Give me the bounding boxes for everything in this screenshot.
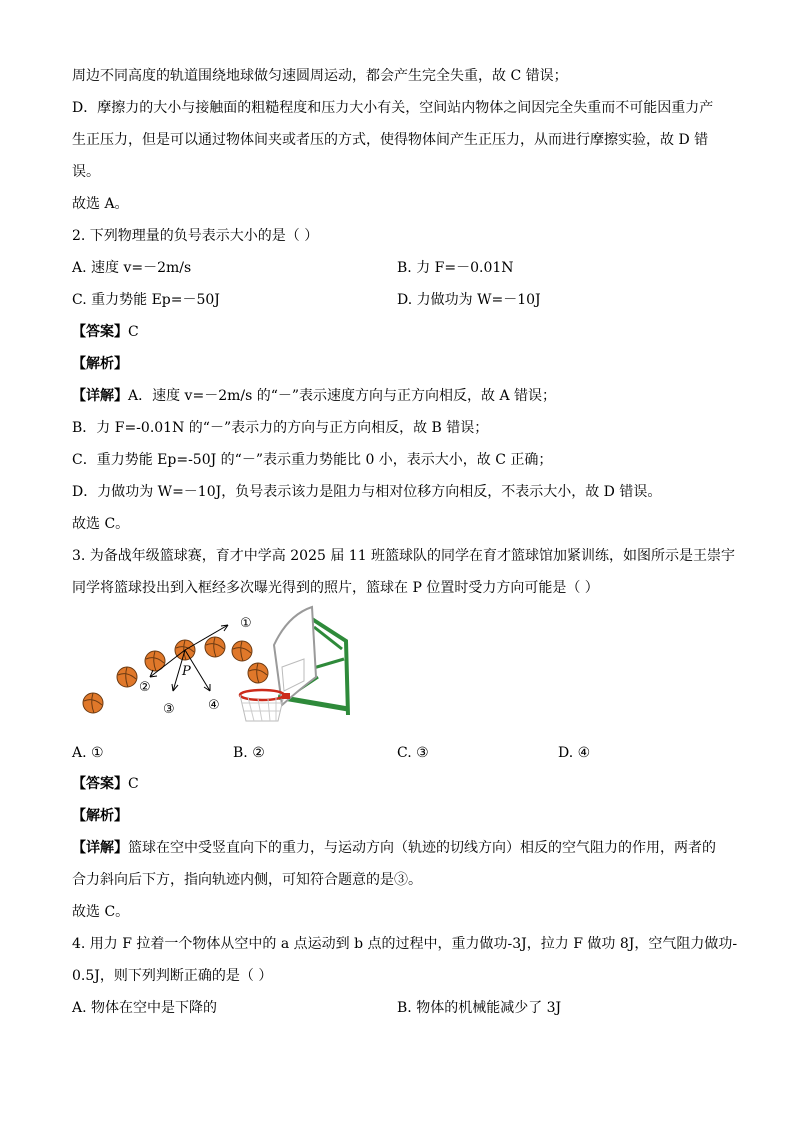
basketball xyxy=(232,641,252,661)
answer-tag: 【答案】 xyxy=(72,324,128,340)
q3-option-b: B. ② xyxy=(233,745,265,761)
basketball xyxy=(117,667,137,687)
q1-text-line: 生正压力，但是可以通过物体间夹或者压的方式，使得物体间产生正压力，从而进行摩擦实验，故 D 错 xyxy=(72,132,709,148)
q3-detail-line xyxy=(72,838,716,858)
q2-option-d: D. 力做功为 W=－10J xyxy=(397,292,541,308)
basketball xyxy=(83,693,103,713)
q2-detail-c: C．重力势能 Ep=-50J 的“－”表示重力势能比 0 小，表示大小，故 C 正确； xyxy=(72,452,553,468)
arrow-label-2: ② xyxy=(139,680,151,695)
arrow-label-1: ① xyxy=(240,616,252,631)
q4-option-a: A. 物体在空中是下降的 xyxy=(72,1000,218,1016)
q3-detail-line: 合力斜向后下方，指向轨迹内侧，可知符合题意的是③。 xyxy=(72,872,422,888)
basketball-positions xyxy=(83,637,268,713)
detail-tag: 【详解】 xyxy=(72,388,128,404)
q1-text-line: 误。 xyxy=(72,164,100,180)
q1-choice: 故选 A。 xyxy=(72,196,129,212)
detail-tag: 【详解】 xyxy=(72,840,128,856)
q3-stem-line: 同学将篮球投出到入框经多次曝光得到的照片，篮球在 P 位置时受力方向可能是（ ） xyxy=(72,580,599,596)
q2-choice: 故选 C。 xyxy=(72,516,130,532)
q3-stem-line: 3. 为备战年级篮球赛，育才中学高 2025 届 11 班篮球队的同学在育才篮球馆加紧训练，如图所示是王崇宇 xyxy=(72,548,736,564)
detail-text: A．速度 v=－2m/s 的“－”表示速度方向与正方向相反，故 A 错误； xyxy=(128,388,557,404)
basketball-trajectory-figure xyxy=(78,605,350,727)
q2-option-b: B. 力 F=－0.01N xyxy=(397,260,514,276)
answer-value: C xyxy=(128,324,139,340)
q1-text-line: 周边不同高度的轨道围绕地球做匀速圆周运动，都会产生完全失重，故 C 错误； xyxy=(72,68,568,84)
q3-option-d: D. ④ xyxy=(558,745,591,761)
q4-stem-line: 0.5J，则下列判断正确的是（ ） xyxy=(72,968,273,984)
q3-choice: 故选 C。 xyxy=(72,904,130,920)
q2-option-c: C. 重力势能 Ep=－50J xyxy=(72,292,220,308)
basketball xyxy=(248,663,268,683)
q2-detail-d: D．力做功为 W=－10J，负号表示该力是阻力与相对位移方向相反，不表示大小，故 D 错误。 xyxy=(72,484,662,500)
q2-answer xyxy=(72,322,139,342)
q2-detail-a xyxy=(72,386,556,406)
q3-analysis-tag: 【解析】 xyxy=(72,808,128,824)
answer-tag: 【答案】 xyxy=(72,776,128,792)
q2-stem: 2. 下列物理量的负号表示大小的是（ ） xyxy=(72,228,319,244)
q3-option-a: A. ① xyxy=(72,745,104,761)
arrow-label-3: ③ xyxy=(163,702,175,717)
q3-option-c: C. ③ xyxy=(397,745,429,761)
q2-analysis-tag: 【解析】 xyxy=(72,356,128,372)
backboard xyxy=(274,607,316,705)
q1-text-line: D．摩擦力的大小与接触面的粗糙程度和压力大小有关，空间站内物体之间因完全失重而不可能因重力产 xyxy=(72,100,714,116)
q4-stem-line: 4. 用力 F 拉着一个物体从空中的 a 点运动到 b 点的过程中，重力做功-3J，拉力 F 做功 8J，空气阻力做功- xyxy=(72,936,738,952)
q2-option-a: A. 速度 v=－2m/s xyxy=(72,260,192,276)
q3-answer xyxy=(72,774,139,794)
basketball xyxy=(205,637,225,657)
point-p-label: P xyxy=(182,664,191,679)
q4-option-b: B. 物体的机械能减少了 3J xyxy=(397,1000,562,1016)
q2-detail-b: B．力 F=-0.01N 的“－”表示力的方向与正方向相反，故 B 错误； xyxy=(72,420,489,436)
arrow-label-4: ④ xyxy=(208,698,220,713)
detail-text: 篮球在空中受竖直向下的重力，与运动方向（轨迹的切线方向）相反的空气阻力的作用，两者的 xyxy=(128,840,716,856)
answer-value: C xyxy=(128,776,139,792)
